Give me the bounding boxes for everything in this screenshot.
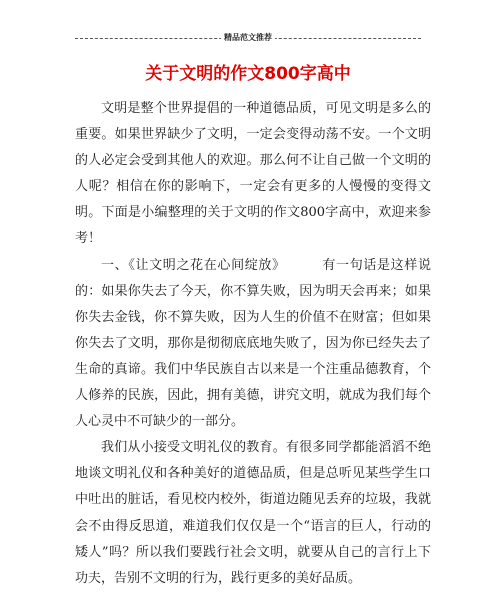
essay-one-heading: 一、《让文明之花在心间绽放》	[101, 257, 286, 273]
intro-paragraph: 文明是整个世界提倡的一种道德品质，可见文明是多么的重要。如果世界缺少了文明，一定会变得动荡不安。一个文明的人必定会受到其他人的欢迎。那么何不让自己做一个文明的人呢？相信在你的影响下，一定会有更多的人慢慢的变得文明。下面是小编整理的关于文明的作文800字高中，欢迎来参考！	[75, 101, 431, 247]
document-body	[75, 96, 431, 592]
essay-one-paragraph	[75, 253, 431, 436]
document-title: 关于文明的作文800字高中	[145, 64, 351, 84]
body-paragraph: 我们从小接受文明礼仪的教育。有很多同学都能滔滔不绝地谈文明礼仪和各种美好的道德品质，但是总听见某些学生口中吐出的脏话，看见校内校外，街道边随见丢弃的垃圾，我就会不由得反思道，难道我们仅仅是一个“语言的巨人，行动的矮人”吗？所以我们要践行社会文明，就要从自己的言行上下功夫，告别不文明的行为，践行更多的美好品质。	[75, 440, 431, 586]
header-label: 精品范文推荐	[221, 31, 275, 45]
essay-one-text: 有一句话是这样说的：如果你失去了今天，你不算失败，因为明天会再来；如果你失去金钱，你不算失败，因为人生的价值不在财富；但如果你失去了文明，那你是彻彻底底地失败了，因为你已经失去了生命的真谛。我们中华民族自古以来是一个注重品德教育，个人修养的民族，因此，拥有美德，讲究文明，就成为我们每个人心灵中不可缺少的一部分。	[75, 257, 431, 430]
page-header	[75, 31, 421, 43]
